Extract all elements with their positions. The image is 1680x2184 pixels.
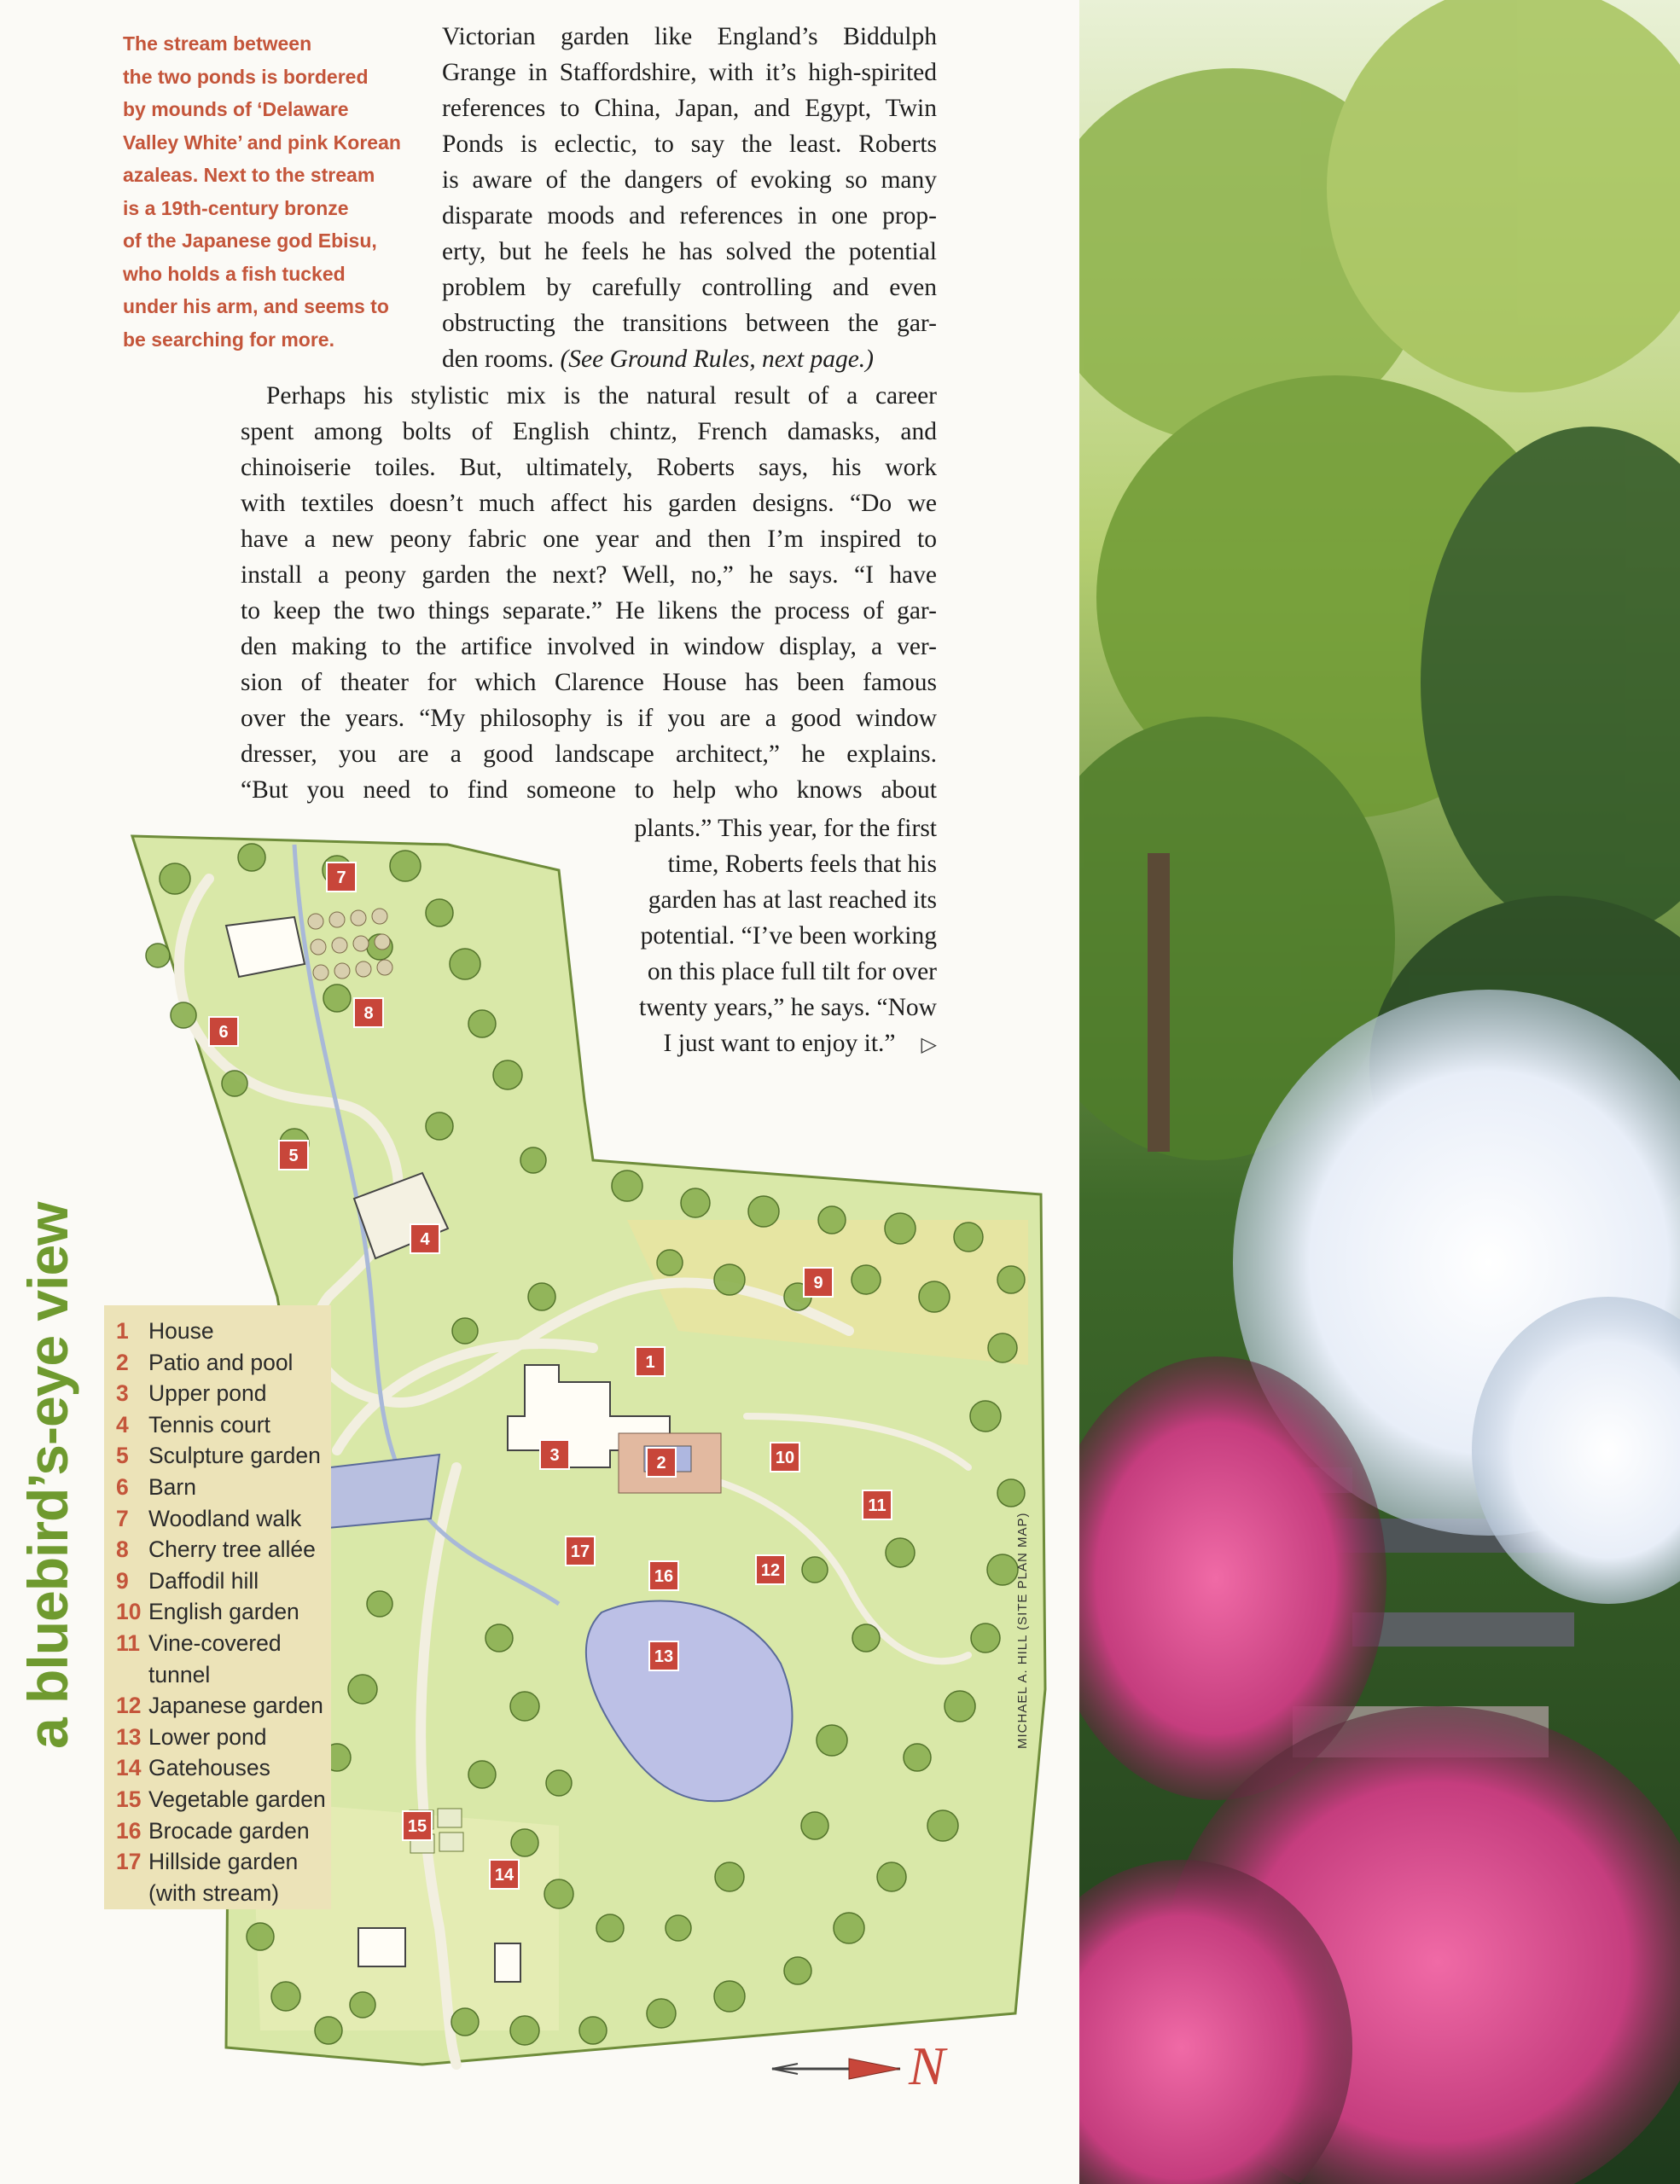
map-marker-1 <box>636 1347 665 1376</box>
marker-label: 7 <box>336 868 346 887</box>
map-title: a bluebird’s-eye view <box>16 1202 79 1749</box>
caption-line: of the Japanese god Ebisu, <box>123 229 377 252</box>
map-marker-8 <box>354 998 383 1027</box>
legend-number: 8 <box>116 1536 129 1563</box>
map-marker-2 <box>647 1448 676 1477</box>
legend-label: Hillside garden <box>148 1849 299 1875</box>
legend-label: Vine-covered <box>148 1629 282 1656</box>
photo-caption <box>123 27 430 356</box>
body-line: Ponds is eclectic, to say the least. Roberts <box>442 131 937 158</box>
north-label: N <box>909 2036 945 2096</box>
legend-label: English garden <box>148 1599 299 1625</box>
legend-label: Tennis court <box>148 1411 270 1438</box>
body-line: potential. “I’ve been working <box>640 922 937 950</box>
map-marker-5 <box>279 1141 308 1170</box>
legend-label: Japanese garden <box>148 1693 323 1719</box>
gatehouse <box>495 1943 520 1982</box>
legend-label: Patio and pool <box>148 1349 294 1375</box>
map-marker-7 <box>327 863 356 892</box>
body-line: have a new peony fabric one year and then I’m inspired to <box>241 526 937 553</box>
body-text: I just want to enjoy it.” <box>663 1030 896 1057</box>
body-line: garden has at last reached its <box>648 886 937 914</box>
legend-label: Barn <box>148 1473 196 1500</box>
legend-number: 12 <box>116 1693 142 1719</box>
legend-item <box>116 1534 331 1565</box>
body-text: den rooms. <box>442 346 561 373</box>
legend-item-continuation: tunnel <box>148 1661 211 1687</box>
legend-number: 1 <box>116 1318 129 1344</box>
legend-item <box>116 1690 331 1722</box>
marker-label: 8 <box>363 1004 374 1023</box>
marker-label: 12 <box>760 1561 781 1580</box>
legend-label: House <box>148 1318 214 1344</box>
map-marker-14 <box>490 1860 519 1889</box>
legend-label: Upper pond <box>148 1380 267 1407</box>
body-line: den making to the artifice involved in window display, a ver- <box>241 633 937 660</box>
body-line: erty, but he feels he has solved the potential <box>442 238 937 265</box>
body-line: problem by carefully controlling and even <box>442 274 937 301</box>
caption-line: who holds a fish tucked <box>123 262 346 285</box>
legend-item-continuation: (with stream) <box>148 1879 280 1906</box>
marker-label: 9 <box>813 1274 823 1292</box>
legend-number: 5 <box>116 1443 129 1469</box>
body-line: Perhaps his stylistic mix is the natural result of a career <box>266 382 937 410</box>
body-line: “But you need to find someone to help who knows about <box>241 776 937 804</box>
body-line-last <box>442 341 937 377</box>
legend-number: 10 <box>116 1599 142 1625</box>
marker-label: 14 <box>494 1866 514 1885</box>
legend-item <box>116 1752 331 1784</box>
caption-line: Valley White’ and pink Korean <box>123 131 401 154</box>
legend-item <box>116 1784 331 1815</box>
legend-item <box>116 1565 331 1597</box>
caption-line: be searching for more. <box>123 328 334 351</box>
body-line: to keep the two things separate.” He likens the process of gar- <box>241 597 937 624</box>
body-line: obstructing the transitions between the gar- <box>442 310 937 337</box>
body-line: sion of theater for which Clarence House has been famous <box>241 669 937 696</box>
legend-item <box>116 1409 331 1441</box>
caption-line: is a 19th-century bronze <box>123 196 349 219</box>
legend-list <box>104 1305 331 1908</box>
legend-item <box>116 1722 331 1753</box>
body-line: chinoiserie toiles. But, ultimately, Roberts says, his work <box>241 454 937 481</box>
legend-item <box>116 1596 331 1628</box>
marker-label: 10 <box>775 1449 795 1467</box>
map-marker-12 <box>756 1555 785 1584</box>
body-line: on this place full tilt for over <box>647 958 937 985</box>
garden-photograph <box>1079 0 1680 2184</box>
map-marker-16 <box>649 1561 678 1590</box>
marker-label: 5 <box>288 1147 299 1165</box>
legend-item <box>116 1347 331 1379</box>
map-marker-13 <box>649 1641 678 1670</box>
body-line: with textiles doesn’t much affect his garden designs. “Do we <box>241 490 937 517</box>
legend-label: Woodland walk <box>148 1505 302 1531</box>
legend-number: 6 <box>116 1473 129 1500</box>
legend-label: Gatehouses <box>148 1755 270 1781</box>
legend-number: 2 <box>116 1349 129 1375</box>
body-text-top <box>442 19 937 377</box>
legend-item <box>116 1472 331 1503</box>
map-legend <box>104 1305 331 1909</box>
map-marker-4 <box>410 1224 439 1253</box>
map-marker-6 <box>209 1017 238 1046</box>
legend-number: 9 <box>116 1567 129 1594</box>
photo-illustration <box>1079 0 1680 2184</box>
marker-label: 17 <box>570 1542 590 1561</box>
gatehouse <box>358 1928 405 1966</box>
legend-number: 11 <box>116 1629 141 1656</box>
body-text-middle <box>241 378 937 808</box>
legend-item <box>116 1846 331 1878</box>
caption-line: by mounds of ‘Delaware <box>123 98 349 120</box>
legend-item <box>116 1628 331 1659</box>
legend-item <box>116 1316 331 1347</box>
marker-label: 11 <box>868 1496 887 1515</box>
legend-number: 17 <box>116 1849 142 1875</box>
legend-label: Sculpture garden <box>148 1443 321 1469</box>
legend-item <box>116 1378 331 1409</box>
marker-label: 6 <box>218 1023 229 1042</box>
body-line: twenty years,” he says. “Now <box>639 994 937 1021</box>
end-of-article-icon: ▷ <box>921 1034 937 1056</box>
map-marker-17 <box>566 1536 595 1565</box>
legend-label: Brocade garden <box>148 1817 310 1844</box>
legend-item <box>116 1440 331 1472</box>
legend-number: 16 <box>116 1817 142 1844</box>
caption-line: azaleas. Next to the stream <box>123 164 375 186</box>
map-marker-15 <box>403 1811 432 1840</box>
body-line: is aware of the dangers of evoking so many <box>442 166 937 194</box>
marker-label: 4 <box>420 1230 430 1249</box>
legend-label: Cherry tree allée <box>148 1536 316 1563</box>
legend-item <box>116 1503 331 1535</box>
body-line: install a peony garden the next? Well, no,” he says. “I have <box>241 561 937 589</box>
legend-number: 3 <box>116 1380 129 1407</box>
caption-line: the two ponds is bordered <box>123 65 369 88</box>
body-line: references to China, Japan, and Egypt, Twin <box>442 95 937 122</box>
marker-label: 13 <box>654 1647 674 1666</box>
legend-label: Lower pond <box>148 1723 267 1750</box>
marker-label: 16 <box>654 1567 674 1586</box>
body-line: over the years. “My philosophy is if you are a good window <box>241 705 937 732</box>
map-marker-10 <box>770 1443 799 1472</box>
marker-label: 15 <box>407 1817 427 1836</box>
body-line: dresser, you are a good landscape architect,” he explains. <box>241 741 937 768</box>
map-marker-3 <box>540 1440 569 1469</box>
legend-number: 7 <box>116 1505 129 1531</box>
legend-item <box>116 1815 331 1847</box>
north-arrow-icon <box>772 2036 948 2096</box>
body-line: Victorian garden like England’s Biddulph <box>442 23 937 50</box>
legend-number: 14 <box>116 1755 142 1781</box>
legend-number: 13 <box>116 1723 142 1750</box>
body-line: plants.” This year, for the first <box>634 815 937 842</box>
tree-trunk <box>1148 853 1170 1152</box>
legend-number: 15 <box>116 1786 142 1812</box>
body-line: spent among bolts of English chintz, French damasks, and <box>241 418 937 445</box>
legend-number: 4 <box>116 1411 129 1438</box>
marker-label: 1 <box>645 1353 655 1372</box>
body-line: disparate moods and references in one prop- <box>442 202 937 229</box>
legend-label: Daffodil hill <box>148 1567 259 1594</box>
map-marker-9 <box>804 1268 833 1297</box>
body-line: time, Roberts feels that his <box>667 851 937 878</box>
marker-label: 2 <box>656 1454 666 1472</box>
body-line: Grange in Staffordshire, with it’s high-spirited <box>442 59 937 86</box>
cross-reference: (See Ground Rules, next page.) <box>560 346 875 373</box>
photo-credit: MICHAEL A. HILL (SITE PLAN MAP) <box>1015 1512 1030 1749</box>
map-marker-11 <box>863 1490 892 1519</box>
legend-label: Vegetable garden <box>148 1786 326 1812</box>
caption-line: The stream between <box>123 32 312 55</box>
marker-label: 3 <box>549 1446 560 1465</box>
caption-line: under his arm, and seems to <box>123 295 389 317</box>
